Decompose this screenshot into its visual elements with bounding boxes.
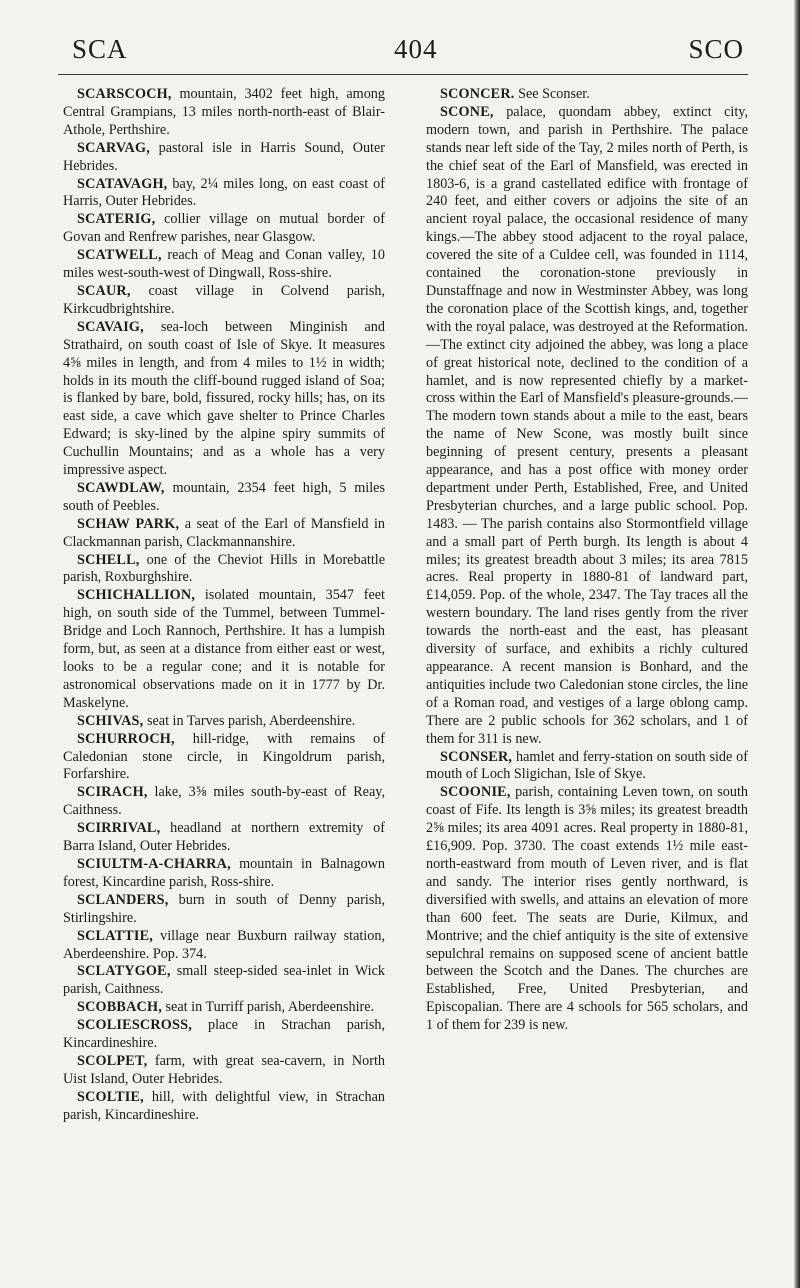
- entry-text: bay, 2¼ miles long, on east coast of Harris, Outer Hebrides.: [63, 175, 385, 210]
- entry-headword: SCOLIESCROSS,: [77, 1017, 192, 1034]
- gazetteer-entry: [63, 211, 385, 247]
- gazetteer-entry: [63, 713, 385, 731]
- page-number: 404: [394, 34, 438, 64]
- entry-text: hill-ridge, with remains of Caledonian stone circle, in Kingoldrum parish, Forfarshire.: [63, 730, 385, 783]
- entry-text: place in Strachan parish, Kincardineshire.: [63, 1017, 385, 1052]
- entry-headword: SCLATTIE,: [77, 927, 154, 944]
- entry-text: sea-loch between Minginish and Strathaird, on south coast of Isle of Skye. It measures 4⅝ miles in length, and from 4 miles to 1½ in width; holds in its mouth the cliff-bound rugged island of Soa; is flanked by bare, bold, fissured, rocky hills; has, on its east side, a cave which gave shelter to Prince Charles Edward; is sky-lined by the alpine spiry summits of Cuchullin Mountains; and as a whole has a very impressive aspect.: [63, 318, 385, 479]
- entry-text: pastoral isle in Harris Sound, Outer Hebrides.: [63, 139, 385, 174]
- gazetteer-entry: [426, 749, 748, 785]
- entry-text: reach of Meag and Conan valley, 10 miles west-south-west of Dingwall, Ross-shire.: [63, 247, 385, 282]
- gazetteer-entry: [63, 963, 385, 999]
- gazetteer-entry: [426, 104, 748, 749]
- page-edge-shadow: [794, 0, 800, 1288]
- gazetteer-entry: [63, 516, 385, 552]
- entry-text: coast village in Colvend parish, Kirkcudbrightshire.: [63, 282, 385, 317]
- entry-text: mountain in Balnagown forest, Kincardine parish, Ross-shire.: [63, 855, 385, 890]
- entry-text: lake, 3⅝ miles south-by-east of Reay, Caithness.: [63, 784, 385, 819]
- entry-text: See Sconser.: [514, 86, 590, 102]
- gazetteer-entry: [63, 856, 385, 892]
- gazetteer-entry: [426, 784, 748, 1035]
- gazetteer-entry: [63, 1017, 385, 1053]
- entry-text: a seat of the Earl of Mansfield in Clackmannan parish, Clackmannanshire.: [63, 515, 385, 550]
- header-right-guide-word: SCO: [688, 34, 744, 64]
- entry-headword: SCAUR,: [77, 282, 131, 299]
- entry-text: hill, with delightful view, in Strachan parish, Kincardineshire.: [63, 1088, 385, 1123]
- entry-text: hamlet and ferry-station on south side of mouth of Loch Sligichan, Isle of Skye.: [426, 748, 748, 783]
- gazetteer-entry: [63, 552, 385, 588]
- header-rule: [58, 74, 748, 75]
- entry-text: isolated mountain, 3547 feet high, on south side of the Tummel, between Tummel-Bridge and Loch Rannoch, Perthshire. It has a lumpish form, but, as seen at a distance from either east or west, looks to be a regular cone; and it is notable for astronomical observations made on it in 1777 by Dr. Maskelyne.: [63, 587, 385, 711]
- header-left-guide-word: SCA: [72, 34, 128, 64]
- entry-text: collier village on mutual border of Govan and Renfrew parishes, near Glasgow.: [63, 211, 385, 246]
- entry-text: small steep-sided sea-inlet in Wick parish, Caithness.: [63, 963, 385, 998]
- entry-headword: SCONE,: [440, 103, 494, 120]
- entry-headword: SCHAW PARK,: [77, 515, 180, 532]
- left-column: [63, 86, 385, 1125]
- entry-headword: SCOLPET,: [77, 1052, 148, 1069]
- entry-headword: SCARSCOCH,: [77, 86, 172, 102]
- entry-headword: SCHICHALLION,: [77, 587, 196, 604]
- entry-headword: SCLATYGOE,: [77, 963, 171, 980]
- entry-headword: SCONCER.: [440, 86, 515, 102]
- entry-text: seat in Tarves parish, Aberdeenshire.: [143, 712, 356, 729]
- entry-headword: SCIRACH,: [77, 784, 148, 801]
- gazetteer-entry: [63, 319, 385, 480]
- entry-text: headland at northern extremity of Barra Island, Outer Hebrides.: [63, 820, 385, 855]
- entry-headword: SCHELL,: [77, 551, 140, 568]
- entry-headword: SCLANDERS,: [77, 891, 169, 908]
- gazetteer-entry: [63, 892, 385, 928]
- gazetteer-entry: [63, 587, 385, 712]
- gazetteer-entry: [63, 283, 385, 319]
- entry-headword: SCATERIG,: [77, 211, 156, 228]
- gazetteer-entry: [63, 820, 385, 856]
- entry-headword: SCIULTM-A-CHARRA,: [77, 855, 231, 872]
- entry-text: palace, quondam abbey, extinct city, modern town, and parish in Perthshire. The palace stands near left side of the Tay, 2 miles north of Perth, is the chief seat of the Earl of Mansfield, was erected in 1803-6, is a grand castellated edifice with frontage of 240 feet, and either covers or adjoins the site of an ancient royal palace, the occasional residence of many kings.—The abbey stood adjacent to the royal palace, covered the site of a Culdee cell, was founded in 1114, contained the coronation-stone previously in Dunstaffnage and now in Westminster Abbey, was long the coronation place of the Scottish kings, and, together with the royal palace, was destroyed at the Reformation.—The extinct city adjoined the abbey, was long a place of great historical note, declined to the condition of a hamlet, and is now represented chiefly by a market-cross within the Earl of Mansfield's pleasure-grounds.—The modern town stands about a mile to the east, bears the name of New Scone, was mostly built since beginning of present century, presents a pleasant appearance, and has a post office with money order department under Perth, Established, Free, and United Presbyterian churches, and a large public school. Pop. 1483. — The parish contains also Stormontfield village and a small part of Perth burgh. Its length is about 4 miles; its greatest breadth about 3 miles; its area 7815 acres. Real property in 1880-81 of landward part, £14,059. Pop. of the whole, 2347. The Tay traces all the western boundary. The land rises gently from the river towards the north-east and the east, has pleasant diversity of surface, and exhibits a richly cultured appearance. A recent mansion is Bonhard, and the antiquities include two Caledonian stone circles, the line of a Roman road, and vestiges of a large oblong camp. There are 2 public schools for 362 scholars, and 1 of them for 311 is new.: [426, 103, 748, 747]
- gazetteer-entry: [63, 1089, 385, 1125]
- entry-text: mountain, 3402 feet high, among Central Grampians, 13 miles north-north-east of Blair-Athole, Perthshire.: [63, 86, 385, 138]
- entry-headword: SCOBBACH,: [77, 999, 162, 1016]
- entry-headword: SCHIVAS,: [77, 712, 144, 729]
- gazetteer-entry: [63, 176, 385, 212]
- entry-headword: SCATWELL,: [77, 247, 162, 264]
- entry-headword: SCIRRIVAL,: [77, 820, 161, 837]
- page-header: [58, 28, 748, 68]
- entry-headword: SCONSER,: [440, 748, 513, 765]
- entry-headword: SCAWDLAW,: [77, 479, 165, 496]
- gazetteer-entry: [63, 928, 385, 964]
- gazetteer-entry: [63, 731, 385, 785]
- right-column: [426, 86, 748, 1035]
- entry-headword: SCOLTIE,: [77, 1088, 144, 1105]
- entry-text: one of the Cheviot Hills in Morebattle parish, Roxburghshire.: [63, 551, 385, 586]
- entry-headword: SCOONIE,: [440, 784, 511, 801]
- gazetteer-entry: [63, 247, 385, 283]
- gazetteer-entry: [426, 86, 748, 104]
- gazetteer-entry: [63, 784, 385, 820]
- entry-text: farm, with great sea-cavern, in North Uist Island, Outer Hebrides.: [63, 1052, 385, 1087]
- entry-headword: SCARVAG,: [77, 139, 150, 156]
- entry-headword: SCAVAIG,: [77, 318, 144, 335]
- gazetteer-entry: [63, 1053, 385, 1089]
- entry-text: mountain, 2354 feet high, 5 miles south of Peebles.: [63, 479, 385, 514]
- entry-text: parish, containing Leven town, on south coast of Fife. Its length is 3⅝ miles; its greatest breadth 2⅝ miles; its area 4091 acres. Real property in 1880-81, £16,909. Pop. 3730. The coast extends 1½ mile east-north-eastward from mouth of Leven river, and is flat and sandy. The interior rises gently northward, is diversified with swells, and attains an elevation of more than 600 feet. The seats are Durie, Kilmux, and Montrive; and the chief antiquity is the site of extensive sepulchral remains on supposed scene of ancient battle between the Scotch and the Danes. The churches are Established, Free, United Presbyterian, and Episcopalian. There are 4 schools for 565 scholars, and 1 of them for 239 is new.: [426, 784, 748, 1034]
- gazetteer-entry: [63, 480, 385, 516]
- gazetteer-entry: [63, 86, 385, 140]
- entry-text: seat in Turriff parish, Aberdeenshire.: [161, 999, 375, 1016]
- entry-text: village near Buxburn railway station, Aberdeenshire. Pop. 374.: [63, 927, 385, 962]
- gazetteer-entry: [63, 999, 385, 1017]
- entry-text: burn in south of Denny parish, Stirlingshire.: [63, 891, 385, 926]
- gazetteer-entry: [63, 140, 385, 176]
- entry-headword: SCATAVAGH,: [77, 175, 168, 192]
- entry-headword: SCHURROCH,: [77, 730, 175, 747]
